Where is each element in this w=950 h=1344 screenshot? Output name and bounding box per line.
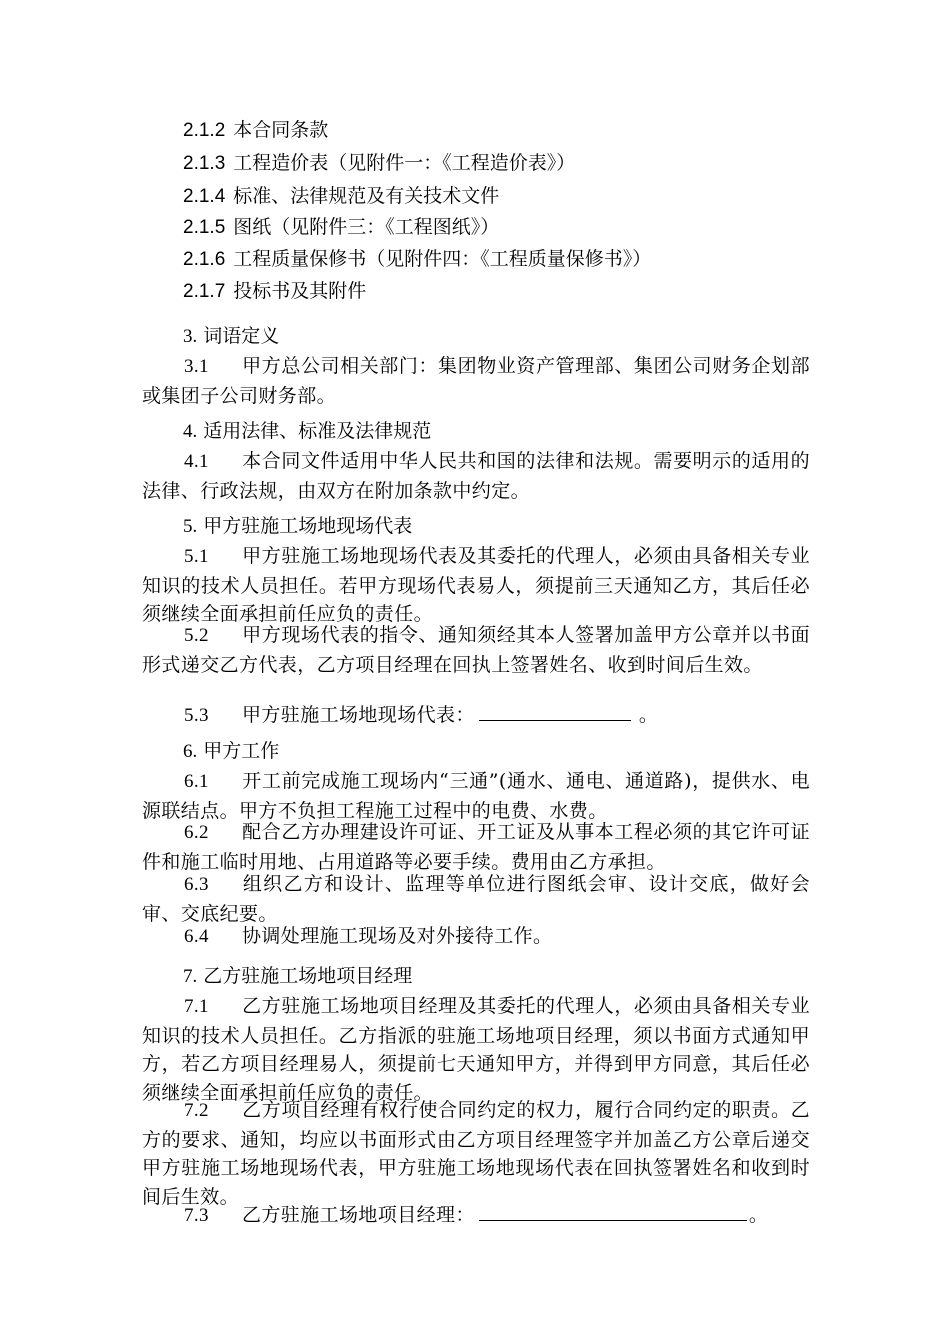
paragraph-number: 4.1 xyxy=(184,451,209,472)
clause-2-1-5 xyxy=(183,213,499,242)
paragraph-number: 5.1 xyxy=(184,546,209,567)
project-manager-name-blank[interactable] xyxy=(479,1200,747,1221)
paragraph-number: 6.2 xyxy=(184,822,209,843)
paragraph-6-4 xyxy=(142,922,810,952)
clause-text: 投标书及其附件 xyxy=(233,280,367,302)
paragraph-text: 甲方 xyxy=(242,355,282,377)
paragraph-number: 6.1 xyxy=(184,771,209,792)
section-number: 7. xyxy=(183,966,198,987)
clause-number: 2.1.5 xyxy=(183,217,226,238)
clause-text: 工程质量保修书（见附件四：《工程质量保修书》） xyxy=(233,248,652,270)
paragraph-text: 开工前完成施工现场内“三通”(通水、通电、通道路)，提供水、电源联结点。甲方不负担工程施工过程中的电费、水费。 xyxy=(142,770,810,822)
section-number: 6. xyxy=(183,741,198,762)
section-7-heading xyxy=(183,962,412,991)
paragraph-6-3 xyxy=(142,870,810,928)
clause-number: 2.1.2 xyxy=(183,120,226,141)
bold-term: 总公司相关部门 xyxy=(281,355,419,377)
section-title: 适用法律、标准及法律规范 xyxy=(203,420,432,442)
paragraph-7-2 xyxy=(142,1096,810,1211)
paragraph-text: 协调处理施工现场及对外接待工作。 xyxy=(242,925,553,947)
clause-text: 工程造价表（见附件一：《工程造价表》） xyxy=(233,152,576,174)
section-3-heading xyxy=(183,322,279,351)
section-4-heading xyxy=(183,417,431,446)
clause-2-1-4 xyxy=(183,182,499,211)
paragraph-text: 甲方驻施工场地现场代表及其委托的代理人，必须由具备相关专业知识的技术人员担任。若甲方现场代表易人，须提前三天通知乙方，其后任必须继续全面承担前任应负的责任。 xyxy=(142,545,810,625)
representative-name-blank[interactable] xyxy=(479,700,631,721)
paragraph-number: 6.4 xyxy=(184,926,209,947)
paragraph-end: 。 xyxy=(638,704,659,726)
clause-2-1-7 xyxy=(183,277,366,306)
clause-number: 2.1.4 xyxy=(183,186,226,207)
paragraph-5-2 xyxy=(142,621,810,679)
paragraph-text: 乙方驻施工场地项目经理及其委托的代理人，必须由具备相关专业知识的技术人员担任。乙方指派的驻施工场地项目经理，须以书面方式通知甲方，若乙方项目经理易人，须提前七天通知甲方，并得到甲方同意，其后任必须继续全面承担前任应负的责任。 xyxy=(142,995,810,1104)
clause-number: 2.1.7 xyxy=(183,281,226,302)
clause-number: 2.1.6 xyxy=(183,249,226,270)
paragraph-number: 5.3 xyxy=(184,705,209,726)
paragraph-text: 甲方现场代表的指令、通知须经其本人签署加盖甲方公章并以书面形式递交乙方代表，乙方项目经理在回执上签署姓名、收到时间后生效。 xyxy=(142,624,810,676)
section-number: 4. xyxy=(183,421,198,442)
paragraph-6-1 xyxy=(142,767,810,825)
clause-2-1-6 xyxy=(183,245,651,274)
section-title: 甲方工作 xyxy=(203,740,280,762)
paragraph-number: 7.2 xyxy=(184,1100,209,1121)
paragraph-7-1 xyxy=(142,992,810,1107)
clause-number: 2.1.3 xyxy=(183,153,226,174)
clause-2-1-3 xyxy=(183,149,575,178)
paragraph-text: 本合同文件适用中华人民共和国的法律和法规。需要明示的适用的法律、行政法规，由双方在附加条款中约定。 xyxy=(142,450,810,502)
paragraph-number: 6.3 xyxy=(184,874,209,895)
section-6-heading xyxy=(183,737,279,766)
section-5-heading xyxy=(183,512,412,541)
paragraph-3-1 xyxy=(142,352,810,410)
clause-text: 本合同条款 xyxy=(233,119,329,141)
paragraph-number: 5.2 xyxy=(184,625,209,646)
section-title: 词语定义 xyxy=(203,325,280,347)
paragraph-text: 配合乙方办理建设许可证、开工证及从事本工程必须的其它许可证件和施工临时用地、占用道路等必要手续。费用由乙方承担。 xyxy=(142,821,810,873)
paragraph-6-2 xyxy=(142,818,810,876)
paragraph-end: 。 xyxy=(748,1204,769,1226)
paragraph-text: 组织乙方和设计、监理等单位进行图纸会审、设计交底，做好会审、交底纪要。 xyxy=(142,873,810,925)
paragraph-5-1 xyxy=(142,542,810,629)
section-title: 甲方驻施工场地现场代表 xyxy=(203,515,413,537)
clause-2-1-2 xyxy=(183,116,328,145)
clause-text: 图纸（见附件三：《工程图纸》） xyxy=(233,216,500,238)
paragraph-text: ：集团物业资产管理部、集团公司财务企划部或集团子公司财务部。 xyxy=(142,355,810,407)
paragraph-4-1 xyxy=(142,447,810,505)
paragraph-text: 甲方驻施工场地现场代表： xyxy=(242,704,475,726)
paragraph-text: 乙方驻施工场地项目经理： xyxy=(242,1204,475,1226)
paragraph-number: 3.1 xyxy=(184,356,209,377)
paragraph-number: 7.1 xyxy=(184,996,209,1017)
section-title: 乙方驻施工场地项目经理 xyxy=(203,965,413,987)
paragraph-5-3 xyxy=(142,700,810,731)
section-number: 5. xyxy=(183,516,198,537)
paragraph-number: 7.3 xyxy=(184,1205,209,1226)
paragraph-text: 乙方项目经理有权行使合同约定的权力，履行合同约定的职责。乙方的要求、通知，均应以书面形式由乙方项目经理签字并加盖乙方公章后递交甲方驻施工场地现场代表，甲方驻施工场地现场代表在回执签署姓名和收到时间后生效。 xyxy=(142,1099,810,1208)
clause-text: 标准、法律规范及有关技术文件 xyxy=(233,185,500,207)
paragraph-7-3 xyxy=(142,1200,810,1231)
section-number: 3. xyxy=(183,326,198,347)
